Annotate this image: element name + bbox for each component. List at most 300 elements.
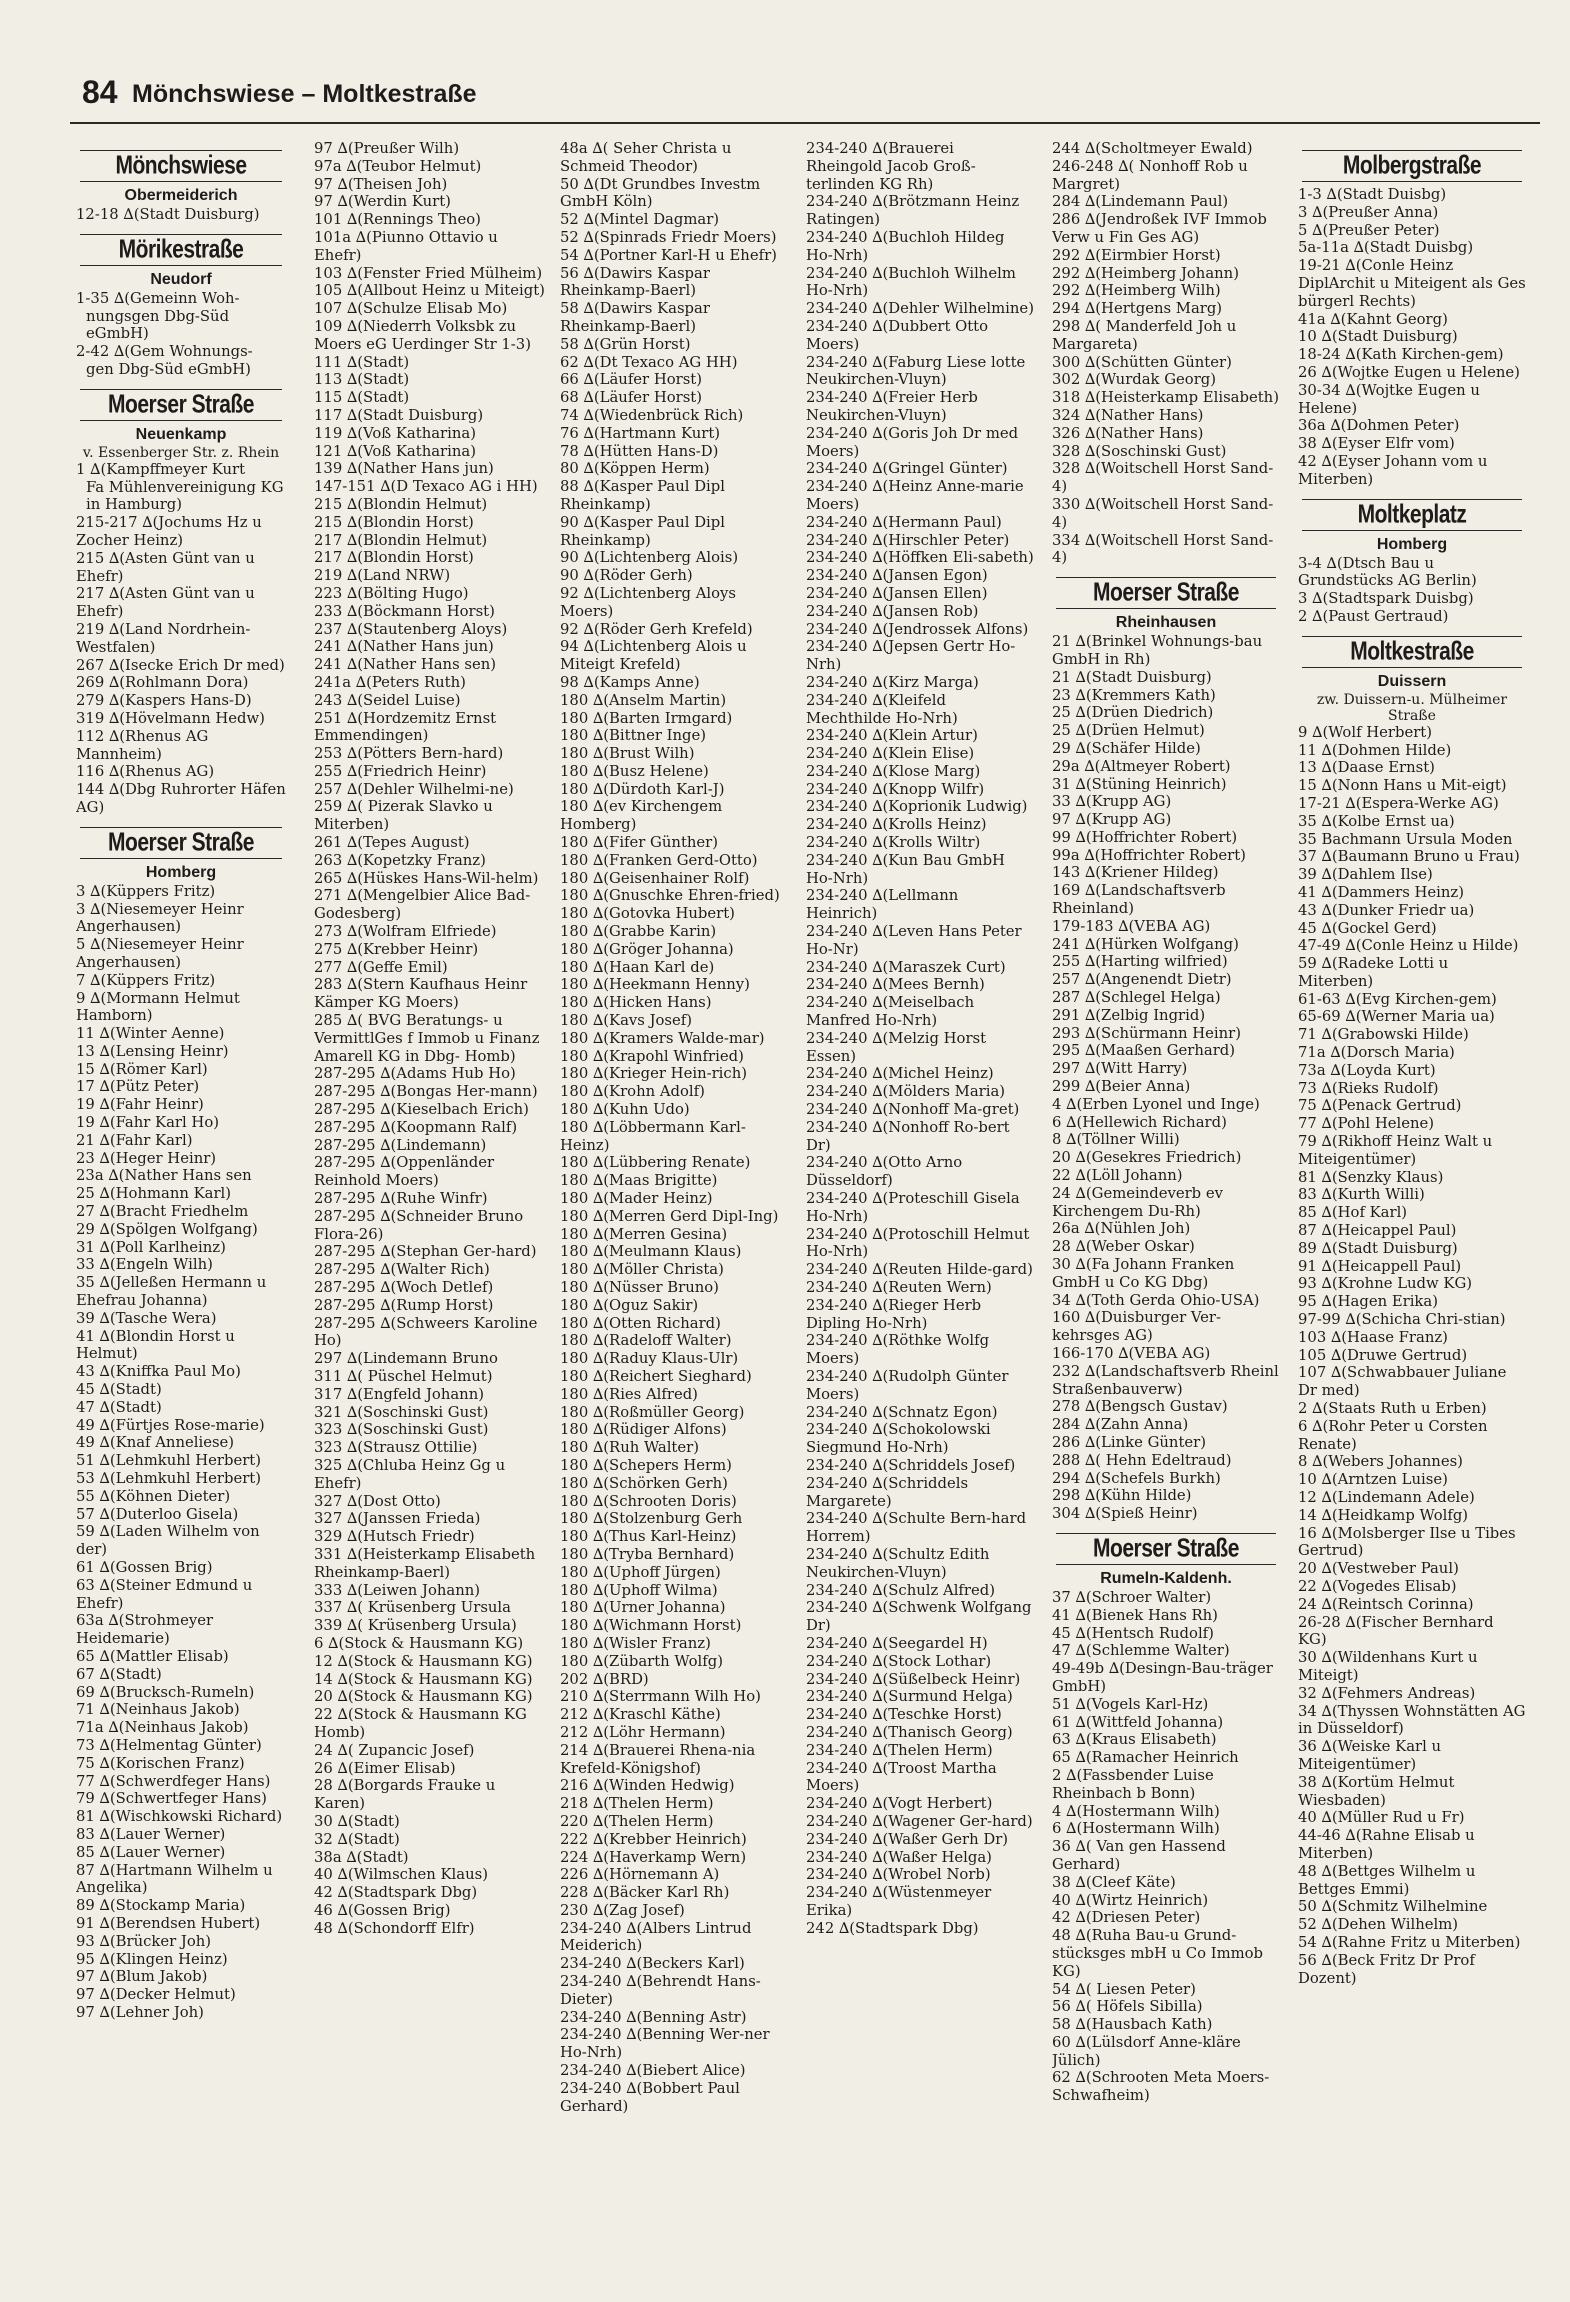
street-heading <box>1298 150 1526 182</box>
address-entry: 180 ∆(Hicken Hans) <box>560 994 712 1012</box>
address-entry: 219 ∆(Land NRW) <box>314 567 451 585</box>
address-entry: 87 ∆(Hartmann Wilhelm u Angelika) <box>76 1861 273 1897</box>
address-entry: 217 ∆(Blondin Horst) <box>314 549 474 567</box>
address-entry: 77 ∆(Pohl Helene) <box>1298 1115 1435 1133</box>
address-entry: 234-240 ∆(Schnatz Egon) <box>806 1403 998 1421</box>
address-entry: 14 ∆(Heidkamp Wolfg) <box>1298 1506 1469 1524</box>
address-entry: 2 ∆(Paust Gertraud) <box>1298 607 1449 625</box>
address-entry: 41 ∆(Dammers Heinz) <box>1298 883 1465 901</box>
street-heading <box>1052 577 1280 609</box>
address-entry: 42 ∆(Stadtspark Dbg) <box>314 1884 478 1902</box>
address-entry: 234-240 ∆(Bobbert Paul Gerhard) <box>560 2079 740 2115</box>
address-entry: 43 ∆(Dunker Friedr ua) <box>1298 901 1475 919</box>
address-entry: 234-240 ∆(Benning Astr) <box>560 2008 747 2026</box>
address-entry: 202 ∆(BRD) <box>560 1670 649 1688</box>
address-entry: Fa Mühlenvereinigung KG in Hamburg) <box>86 478 284 514</box>
address-entry: 26-28 ∆(Fischer Bernhard KG) <box>1298 1613 1494 1649</box>
address-entry: 40 ∆(Wirtz Heinrich) <box>1052 1891 1209 1909</box>
address-entry: 180 ∆(Raduy Klaus-Ulr) <box>560 1350 739 1368</box>
address-entry: 25 ∆(Hohmann Karl) <box>76 1185 232 1203</box>
address-entry: 109 ∆(Niederrh Volksbk zu Moers eG Uerdinger Str 1-3) <box>314 317 531 353</box>
address-entry: 234-240 ∆(Freier Herb Neukirchen-Vluyn) <box>806 389 978 424</box>
address-entry: 295 ∆(Maaßen Gerhard) <box>1052 1042 1236 1060</box>
address-entry: 234-240 ∆(Reuten Hilde-gard) <box>806 1261 1033 1279</box>
address-entry: 4 ∆(Hostermann Wilh) <box>1052 1802 1220 1820</box>
page-title: Mönchswiese – Moltkestraße <box>132 80 477 108</box>
address-entry: 318 ∆(Heisterkamp Elisabeth) <box>1052 389 1279 407</box>
address-entry: 265 ∆(Hüskes Hans-Wil-helm) <box>314 869 539 887</box>
street-name: Moerser Straße <box>108 389 254 419</box>
address-entry: 79 ∆(Schwertfeger Hans) <box>76 1790 267 1808</box>
address-entry: 69 ∆(Brucksch-Rumeln) <box>76 1683 255 1701</box>
district-name: Rheinhausen <box>1115 614 1217 632</box>
address-entry: 230 ∆(Zag Josef) <box>560 1901 685 1919</box>
address-entry: 41 ∆(Blondin Horst u Helmut) <box>76 1327 235 1363</box>
address-entry: 180 ∆(Tryba Bernhard) <box>560 1545 735 1563</box>
address-entry: 31 ∆(Poll Karlheinz) <box>76 1238 226 1256</box>
address-entry: 45 ∆(Stadt) <box>76 1381 162 1399</box>
address-entry: 237 ∆(Stautenberg Aloys) <box>314 620 508 638</box>
address-entry: 71a ∆(Neinhaus Jakob) <box>76 1719 249 1737</box>
address-entry: 39 ∆(Dahlem Ilse) <box>1298 866 1433 884</box>
address-entry: 284 ∆(Lindemann Paul) <box>1052 193 1229 211</box>
address-entry: 287-295 ∆(Oppenländer Reinhold Moers) <box>314 1154 495 1190</box>
address-entry: 257 ∆(Angenendt Dietr) <box>1052 971 1232 989</box>
address-entry: 257 ∆(Dehler Wilhelmi-ne) <box>314 780 514 798</box>
street-heading <box>76 150 286 182</box>
address-entry: 97 ∆(Preußer Wilh) <box>314 140 460 157</box>
address-entry: 40 ∆(Wilmschen Klaus) <box>314 1866 488 1884</box>
address-entry: 5 ∆(Niesemeyer Heinr Angerhausen) <box>76 936 244 971</box>
address-entry: 38 ∆(Cleef Käte) <box>1052 1873 1176 1891</box>
address-entry: 32 ∆(Fehmers Andreas) <box>1298 1684 1476 1702</box>
address-entry: 54 ∆(Rahne Fritz u Miterben) <box>1298 1933 1521 1951</box>
address-entry: 234-240 ∆(Jansen Egon) <box>806 567 988 585</box>
street-note: v. Essenberger Str. z. Rhein <box>82 444 280 461</box>
address-entry: 234-240 ∆(Vogt Herbert) <box>806 1795 993 1813</box>
address-entry: 13 ∆(Lensing Heinr) <box>76 1042 229 1060</box>
address-entry: 234-240 ∆(Proteschill Gisela Ho-Nrh) <box>806 1190 1020 1225</box>
address-entry: 116 ∆(Rhenus AG) <box>76 763 215 781</box>
street-heading <box>1298 499 1526 531</box>
address-entry: 180 ∆(Stolzenburg Gerh <box>560 1510 743 1528</box>
address-entry: 93 ∆(Krohne Ludw KG) <box>1298 1275 1473 1293</box>
address-entry: 234-240 ∆(Jansen Ellen) <box>806 584 988 602</box>
address-entry: 234-240 ∆(Klein Elise) <box>806 745 975 763</box>
address-entry: 24 ∆( Zupancic Josef) <box>314 1741 475 1759</box>
address-entry: 241 ∆(Nather Hans sen) <box>314 656 497 674</box>
address-entry: 39 ∆(Tasche Wera) <box>76 1309 217 1327</box>
address-entry: 287-295 ∆(Koopmann Ralf) <box>314 1118 518 1136</box>
address-entry: 180 ∆(Busz Helene) <box>560 762 709 780</box>
address-entry: 218 ∆(Thelen Herm) <box>560 1795 714 1813</box>
address-entry: 36 ∆( Van gen Hassend Gerhard) <box>1052 1838 1226 1873</box>
address-entry: 83 ∆(Kurth Willi) <box>1298 1186 1425 1204</box>
address-entry: 74 ∆(Wiedenbrück Rich) <box>560 406 744 424</box>
address-entry: 49 ∆(Knaf Anneliese) <box>76 1434 235 1452</box>
address-entry: 294 ∆(Hertgens Marg) <box>1052 300 1223 318</box>
address-entry: 215 ∆(Asten Günt van u Ehefr) <box>76 549 255 585</box>
address-entry: 234-240 ∆(Wüstenmeyer Erika) <box>806 1884 992 1919</box>
address-entry: 234-240 ∆(Brötzmann Heinz Ratingen) <box>806 193 1020 229</box>
address-entry: 234-240 ∆(Troost Martha Moers) <box>806 1759 997 1795</box>
address-entry: 234-240 ∆(Lellmann Heinrich) <box>806 887 959 923</box>
address-entry: 180 ∆(Uphoff Jürgen) <box>560 1563 721 1581</box>
address-entry: 35 Bachmann Ursula Moden <box>1298 830 1513 848</box>
address-entry: 35 ∆(Kolbe Ernst ua) <box>1298 812 1455 830</box>
address-entry: 234-240 ∆(Jansen Rob) <box>806 602 979 620</box>
address-entry: 286 ∆(Linke Günter) <box>1052 1433 1206 1451</box>
address-entry: 255 ∆(Harting wilfried) <box>1052 953 1228 971</box>
address-entry: 234-240 ∆(Otto Arno Düsseldorf) <box>806 1154 963 1190</box>
address-entry: 139 ∆(Nather Hans jun) <box>314 460 494 478</box>
address-entry: 26a ∆(Nühlen Joh) <box>1052 1220 1191 1238</box>
address-entry: 180 ∆(Mader Heinz) <box>560 1190 713 1208</box>
address-entry: 28 ∆(Weber Oskar) <box>1052 1238 1195 1256</box>
address-entry: 234-240 ∆(Albers Lintrud Meiderich) <box>560 1919 752 1955</box>
address-entry: 87 ∆(Heicappel Paul) <box>1298 1222 1457 1240</box>
address-entry: 222 ∆(Krebber Heinrich) <box>560 1830 747 1848</box>
address-entry: 244 ∆(Scholtmeyer Ewald) <box>1052 140 1253 157</box>
address-entry: 9 ∆(Wolf Herbert) <box>1298 723 1433 741</box>
address-entry: 16 ∆(Molsberger Ilse u Tibes Gertrud) <box>1298 1524 1516 1560</box>
address-entry: 50 ∆(Dt Grundbes Investm GmbH Köln) <box>560 175 761 211</box>
address-entry: 300 ∆(Schütten Günter) <box>1052 353 1232 371</box>
address-entry: 37 ∆(Schroer Walter) <box>1052 1588 1212 1606</box>
address-entry: 324 ∆(Nather Hans) <box>1052 406 1204 424</box>
address-entry: 180 ∆(Kuhn Udo) <box>560 1101 690 1119</box>
address-entry: 215 ∆(Blondin Helmut) <box>314 495 488 513</box>
address-entry: 180 ∆(Otten Richard) <box>560 1314 721 1332</box>
address-entry: 65 ∆(Ramacher Heinrich <box>1052 1749 1239 1767</box>
address-entry: 234-240 ∆(Koprionik Ludwig) <box>806 798 1028 816</box>
address-entry: 323 ∆(Strausz Ottilie) <box>314 1439 478 1457</box>
address-entry: 99a ∆(Hoffrichter Robert) <box>1052 846 1246 864</box>
address-entry: 215 ∆(Blondin Horst) <box>314 513 474 531</box>
street-name: Moerser Straße <box>108 827 254 857</box>
address-entry: 10 ∆(Arntzen Luise) <box>1298 1471 1448 1489</box>
address-entry: 85 ∆(Hof Karl) <box>1298 1204 1408 1222</box>
address-entry: 321 ∆(Soschinski Gust) <box>314 1403 489 1421</box>
address-entry: 180 ∆(Gröger Johanna) <box>560 940 734 958</box>
address-entry: 180 ∆(Zübarth Wolfg) <box>560 1652 723 1670</box>
address-entry: 29 ∆(Spölgen Wolfgang) <box>76 1220 258 1238</box>
address-entry: 234-240 ∆(Brauerei Rheingold Jacob Groß-terlinden KG Rh) <box>806 140 976 193</box>
address-entry: 180 ∆(Barten Irmgard) <box>560 709 733 727</box>
address-entry: 62 ∆(Dt Texaco AG HH) <box>560 353 738 371</box>
address-entry: 88 ∆(Kasper Paul Dipl Rheinkamp) <box>560 478 725 513</box>
address-entry: 18-24 ∆(Kath Kirchen-gem) <box>1298 346 1504 364</box>
address-entry: 12-18 ∆(Stadt Duisburg) <box>76 206 260 223</box>
address-entry: 334 ∆(Woitschell Horst Sand-4) <box>1052 531 1274 567</box>
address-entry: 327 ∆(Dost Otto) <box>314 1492 441 1510</box>
address-entry: 234-240 ∆(Krolls Wiltr) <box>806 834 981 852</box>
directory-column-5 <box>1052 140 1280 2280</box>
directory-column-6 <box>1298 140 1526 2280</box>
address-entry: 26 ∆(Eimer Elisab) <box>314 1759 456 1777</box>
address-entry: 287-295 ∆(Bongas Her-mann) <box>314 1083 538 1101</box>
address-entry: 180 ∆(Anselm Martin) <box>560 691 727 709</box>
address-entry: 56 ∆( Höfels Sibilla) <box>1052 1998 1203 2016</box>
address-entry: 2-42 ∆(Gem Wohnungs- <box>76 343 253 361</box>
address-entry: 92 ∆(Röder Gerh Krefeld) <box>560 620 753 638</box>
address-entry: 232 ∆(Landschaftsverb Rheinl Straßenbauverw) <box>1052 1362 1279 1398</box>
address-entry: 212 ∆(Kraschl Käthe) <box>560 1706 721 1724</box>
address-entry: 234-240 ∆(Wagener Ger-hard) <box>806 1812 1033 1830</box>
address-entry: 234-240 ∆(Mees Bernh) <box>806 976 985 994</box>
street-note: zw. Duissern-u. Mülheimer Straße <box>1316 691 1508 724</box>
address-entry: 180 ∆(Dürdoth Karl-J) <box>560 780 725 798</box>
address-entry: 287-295 ∆(Woch Detlef) <box>314 1279 494 1296</box>
address-entry: 19 ∆(Fahr Heinr) <box>76 1096 204 1114</box>
address-entry: 210 ∆(Sterrmann Wilh Ho) <box>560 1688 761 1706</box>
address-entry: 234-240 ∆(Reuten Wern) <box>806 1279 992 1296</box>
address-entry: 6 ∆(Hostermann Wilh) <box>1052 1820 1220 1838</box>
address-entry: 267 ∆(Isecke Erich Dr med) <box>76 656 285 674</box>
address-entry: 46 ∆(Gossen Brig) <box>314 1901 451 1919</box>
address-entry: 101 ∆(Rennings Theo) <box>314 211 481 229</box>
address-entry: 311 ∆( Püschel Helmut) <box>314 1367 493 1385</box>
address-entry: 330 ∆(Woitschell Horst Sand-4) <box>1052 495 1274 531</box>
address-entry: 36 ∆(Weiske Karl u Miteigentümer) <box>1298 1738 1442 1773</box>
address-entry: 41a ∆(Kahnt Georg) <box>1298 310 1448 328</box>
address-entry: 61-63 ∆(Evg Kirchen-gem) <box>1298 990 1497 1008</box>
address-entry: 180 ∆(Nüsser Bruno) <box>560 1279 719 1296</box>
address-entry: 52 ∆(Mintel Dagmar) <box>560 211 720 229</box>
address-entry: 3 ∆(Preußer Anna) <box>1298 203 1439 221</box>
address-entry: 234-240 ∆(Jendrossek Alfons) <box>806 620 1029 638</box>
address-entry: 81 ∆(Wischkowski Richard) <box>76 1808 283 1826</box>
address-entry: 277 ∆(Geffe Emil) <box>314 958 448 976</box>
address-entry: 95 ∆(Klingen Heinz) <box>76 1950 228 1968</box>
address-entry: 47-49 ∆(Conle Heinz u Hilde) <box>1298 937 1519 955</box>
address-entry: 287-295 ∆(Schneider Bruno Flora-26) <box>314 1207 524 1243</box>
address-entry: 101a ∆(Piunno Ottavio u Ehefr) <box>314 228 498 264</box>
address-entry: 234-240 ∆(Krolls Heinz) <box>806 816 987 834</box>
address-entry: 234-240 ∆(Jepsen Gertr Ho-Nrh) <box>806 638 1016 674</box>
address-entry: 234-240 ∆(Mölders Maria) <box>806 1083 1006 1101</box>
address-entry: 59 ∆(Radeke Lotti u Miterben) <box>1298 955 1449 990</box>
district-name: Rumeln-Kaldenh. <box>1100 1569 1232 1587</box>
address-entry: 180 ∆(Schrooten Doris) <box>560 1492 737 1510</box>
address-entry: 298 ∆(Kühn Hilde) <box>1052 1487 1192 1505</box>
address-entry: 3 ∆(Stadtspark Duisbg) <box>1298 590 1474 608</box>
address-entry: 40 ∆(Müller Rud u Fr) <box>1298 1809 1465 1827</box>
address-entry: 51 ∆(Lehmkuhl Herbert) <box>76 1452 261 1470</box>
address-entry: 90 ∆(Lichtenberg Alois) <box>560 549 739 567</box>
address-entry: 234-240 ∆(Seegardel H) <box>806 1634 988 1652</box>
address-entry: 180 ∆(Kramers Walde-mar) <box>560 1029 765 1047</box>
address-entry: 292 ∆(Eirmbier Horst) <box>1052 246 1221 264</box>
address-entry: 234-240 ∆(Rudolph Günter Moers) <box>806 1367 1009 1403</box>
address-entry: 212 ∆(Löhr Hermann) <box>560 1723 726 1741</box>
address-entry: 293 ∆(Schürmann Heinr) <box>1052 1024 1241 1042</box>
address-entry: 6 ∆(Hellewich Richard) <box>1052 1113 1227 1131</box>
address-entry: 234-240 ∆(Faburg Liese lotte Neukirchen-Vluyn) <box>806 353 1026 389</box>
address-entry: 97 ∆(Theisen Joh) <box>314 175 448 193</box>
address-entry: 44-46 ∆(Rahne Elisab u Miterben) <box>1298 1827 1475 1862</box>
address-entry: 71a ∆(Dorsch Maria) <box>1298 1044 1455 1062</box>
address-entry: 234-240 ∆(Leven Hans Peter Ho-Nr) <box>806 923 1022 958</box>
address-entry: 45 ∆(Gockel Gerd) <box>1298 919 1437 937</box>
address-entry: 21 ∆(Stadt Duisburg) <box>1052 668 1212 686</box>
address-entry: 23a ∆(Nather Hans sen <box>76 1167 252 1185</box>
address-entry: 1 ∆(Kampffmeyer Kurt <box>76 460 246 478</box>
address-entry: 5a-11a ∆(Stadt Duisbg) <box>1298 239 1474 257</box>
address-entry: 6 ∆(Stock & Hausmann KG) <box>314 1634 524 1652</box>
address-entry: 234-240 ∆(Hirschler Peter) <box>806 531 1010 549</box>
address-entry: 28 ∆(Borgards Frauke u Karen) <box>314 1777 496 1813</box>
address-entry: 143 ∆(Kriener Hildeg) <box>1052 864 1219 882</box>
address-entry: 98 ∆(Kamps Anne) <box>560 673 700 691</box>
address-entry: 56 ∆(Beck Fritz Dr Prof Dozent) <box>1298 1951 1475 1987</box>
address-entry: 242 ∆(Stadtspark Dbg) <box>806 1919 979 1937</box>
address-entry: 180 ∆(Wisler Franz) <box>560 1634 711 1652</box>
address-entry: 287-295 ∆(Adams Hub Ho) <box>314 1065 516 1083</box>
directory-column-2 <box>314 140 548 2280</box>
address-entry: 216 ∆(Winden Hedwig) <box>560 1777 735 1795</box>
address-entry: 234-240 ∆(Teschke Horst) <box>806 1706 1002 1724</box>
address-entry: 49 ∆(Fürtjes Rose-marie) <box>76 1416 265 1434</box>
address-entry: 234-240 ∆(Biebert Alice) <box>560 2062 746 2080</box>
address-entry: 234-240 ∆(Dubbert Otto Moers) <box>806 317 989 353</box>
address-entry: gen Dbg-Süd eGmbH) <box>86 360 251 378</box>
address-entry: 51 ∆(Vogels Karl-Hz) <box>1052 1695 1209 1713</box>
address-entry: 38 ∆(Eyser Elfr vom) <box>1298 435 1455 453</box>
address-entry: 36a ∆(Dohmen Peter) <box>1298 417 1460 435</box>
address-entry: 19-21 ∆(Conle Heinz DiplArchit u Miteigent als Ges bürgerl Rechts) <box>1298 257 1526 310</box>
address-entry: 91 ∆(Berendsen Hubert) <box>76 1914 261 1932</box>
address-entry: 180 ∆(Krohn Adolf) <box>560 1083 705 1101</box>
address-entry: 29 ∆(Schäfer Hilde) <box>1052 739 1201 757</box>
address-entry: 15 ∆(Nonn Hans u Mit-eigt) <box>1298 777 1507 795</box>
address-entry: 38 ∆(Kortüm Helmut Wiesbaden) <box>1298 1773 1455 1809</box>
address-entry: 38a ∆(Stadt) <box>314 1848 409 1866</box>
address-entry: 20 ∆(Vestweber Paul) <box>1298 1560 1459 1578</box>
address-entry: 180 ∆(Maas Brigitte) <box>560 1172 718 1190</box>
address-entry: 302 ∆(Wurdak Georg) <box>1052 371 1217 389</box>
address-entry: 179-183 ∆(VEBA AG) <box>1052 917 1211 935</box>
address-entry: 180 ∆(Oguz Sakir) <box>560 1296 699 1314</box>
address-entry: 180 ∆(Haan Karl de) <box>560 958 715 976</box>
address-entry: 226 ∆(Hörnemann A) <box>560 1866 720 1884</box>
district-name: Homberg <box>145 863 217 881</box>
address-entry: 147-151 ∆(D Texaco AG i HH) <box>314 478 538 496</box>
address-entry: 339 ∆( Krüsenberg Ursula) <box>314 1617 517 1635</box>
address-entry: 180 ∆(Grabbe Karin) <box>560 923 717 941</box>
address-entry: 97 ∆(Krupp AG) <box>1052 811 1172 829</box>
address-entry: 180 ∆(Bittner Inge) <box>560 727 706 745</box>
district-name: Neudorf <box>150 270 212 288</box>
address-entry: 180 ∆(Radeloff Walter) <box>560 1332 732 1350</box>
address-entry: 304 ∆(Spieß Heinr) <box>1052 1505 1198 1523</box>
address-entry: 10 ∆(Stadt Duisburg) <box>1298 328 1458 346</box>
address-entry: 47 ∆(Schlemme Walter) <box>1052 1642 1230 1660</box>
address-entry: 325 ∆(Chluba Heinz Gg u Ehefr) <box>314 1456 506 1492</box>
address-entry: 7 ∆(Küppers Fritz) <box>76 971 216 989</box>
address-entry: 224 ∆(Haverkamp Wern) <box>560 1848 747 1866</box>
address-entry: 54 ∆(Portner Karl-H u Ehefr) <box>560 246 777 264</box>
address-entry: 234-240 ∆(Höffken Eli-sabeth) <box>806 549 1034 567</box>
address-entry: 75 ∆(Penack Gertrud) <box>1298 1097 1462 1115</box>
address-entry: 180 ∆(Gotovka Hubert) <box>560 905 735 923</box>
address-entry: 180 ∆(Franken Gerd-Otto) <box>560 851 758 869</box>
address-entry: 26 ∆(Wojtke Eugen u Helene) <box>1298 363 1520 381</box>
address-entry: 15 ∆(Römer Karl) <box>76 1060 208 1078</box>
address-entry: 76 ∆(Hartmann Kurt) <box>560 424 721 442</box>
address-entry: 97 ∆(Werdin Kurt) <box>314 193 451 211</box>
address-entry: 180 ∆(Thus Karl-Heinz) <box>560 1528 737 1546</box>
street-heading <box>1298 636 1526 668</box>
address-entry: 17-21 ∆(Espera-Werke AG) <box>1298 794 1499 812</box>
address-entry: 52 ∆(Spinrads Friedr Moers) <box>560 228 777 246</box>
address-entry: 234-240 ∆(Maraszek Curt) <box>806 958 1006 976</box>
address-entry: 5 ∆(Preußer Peter) <box>1298 221 1440 239</box>
address-entry: 8 ∆(Töllner Willi) <box>1052 1131 1180 1149</box>
street-name: Molbergstraße <box>1342 151 1482 180</box>
address-entry: 331 ∆(Heisterkamp Elisabeth Rheinkamp-Baerl) <box>314 1545 536 1581</box>
address-entry: 94 ∆(Lichtenberg Alois u Miteigt Krefeld) <box>560 638 747 674</box>
address-entry: 234-240 ∆(Heinz Anne-marie Moers) <box>806 478 1024 513</box>
address-entry: 220 ∆(Thelen Herm) <box>560 1812 714 1830</box>
address-entry: 180 ∆(Meulmann Klaus) <box>560 1243 742 1261</box>
directory-column-1 <box>76 140 286 2280</box>
address-entry: 19 ∆(Fahr Karl Ho) <box>76 1114 219 1132</box>
address-entry: 180 ∆(Schepers Herm) <box>560 1456 732 1474</box>
address-entry: 103 ∆(Haase Franz) <box>1298 1328 1448 1346</box>
address-entry: 2 ∆(Fassbender Luise Rheinbach b Bonn) <box>1052 1766 1214 1802</box>
address-entry: 52 ∆(Dehen Wilhelm) <box>1298 1916 1459 1934</box>
district-name: Obermeiderich <box>124 187 238 204</box>
address-entry: 287-295 ∆(Rump Horst) <box>314 1296 494 1314</box>
street-heading <box>76 234 286 266</box>
address-entry: 24 ∆(Reintsch Corinna) <box>1298 1595 1474 1613</box>
address-entry: 278 ∆(Bengsch Gustav) <box>1052 1398 1228 1416</box>
address-entry: 61 ∆(Wittfeld Johanna) <box>1052 1713 1224 1731</box>
address-entry: 279 ∆(Kaspers Hans-D) <box>76 692 252 710</box>
address-entry: 105 ∆(Druwe Gertrud) <box>1298 1346 1468 1364</box>
address-entry: 299 ∆(Beier Anna) <box>1052 1078 1191 1096</box>
address-entry: 326 ∆(Nather Hans) <box>1052 424 1204 442</box>
address-entry: 234-240 ∆(Thelen Herm) <box>806 1741 993 1759</box>
address-entry: 42 ∆(Driesen Peter) <box>1052 1909 1201 1927</box>
address-entry: 234-240 ∆(Klein Artur) <box>806 727 978 745</box>
address-entry: 180 ∆(Möller Christa) <box>560 1261 724 1279</box>
address-entry: 22 ∆(Vogedes Elisab) <box>1298 1577 1457 1595</box>
directory-column-3 <box>560 140 792 2280</box>
address-entry: 77 ∆(Schwerdfeger Hans) <box>76 1772 271 1790</box>
address-entry: 241a ∆(Peters Ruth) <box>314 673 466 691</box>
address-entry: 63 ∆(Steiner Edmund u Ehefr) <box>76 1576 253 1612</box>
address-entry: 80 ∆(Köppen Herm) <box>560 460 710 478</box>
address-entry: 115 ∆(Stadt) <box>314 389 410 407</box>
address-entry: 11 ∆(Dohmen Hilde) <box>1298 741 1452 759</box>
address-entry: 99 ∆(Hoffrichter Robert) <box>1052 828 1238 846</box>
address-entry: 71 ∆(Grabowski Hilde) <box>1298 1026 1469 1044</box>
street-heading <box>1052 1533 1280 1565</box>
address-entry: 21 ∆(Brinkel Wohnungs-bau GmbH in Rh) <box>1052 633 1263 668</box>
street-heading <box>76 827 286 859</box>
address-entry: 180 ∆(ev Kirchengem Homberg) <box>560 798 723 834</box>
address-entry: 180 ∆(Krapohl Winfried) <box>560 1047 744 1065</box>
address-entry: 337 ∆( Krüsenberg Ursula <box>314 1599 511 1617</box>
address-entry: 50 ∆(Schmitz Wilhelmine <box>1298 1898 1488 1916</box>
address-entry: 68 ∆(Läufer Horst) <box>560 389 703 407</box>
address-entry: 180 ∆(Krieger Hein-rich) <box>560 1065 747 1083</box>
address-entry: 25 ∆(Drüen Diedrich) <box>1052 704 1214 722</box>
address-entry: 73a ∆(Loyda Kurt) <box>1298 1061 1436 1079</box>
address-entry: 234-240 ∆(Meiselbach Manfred Ho-Nrh) <box>806 994 975 1030</box>
